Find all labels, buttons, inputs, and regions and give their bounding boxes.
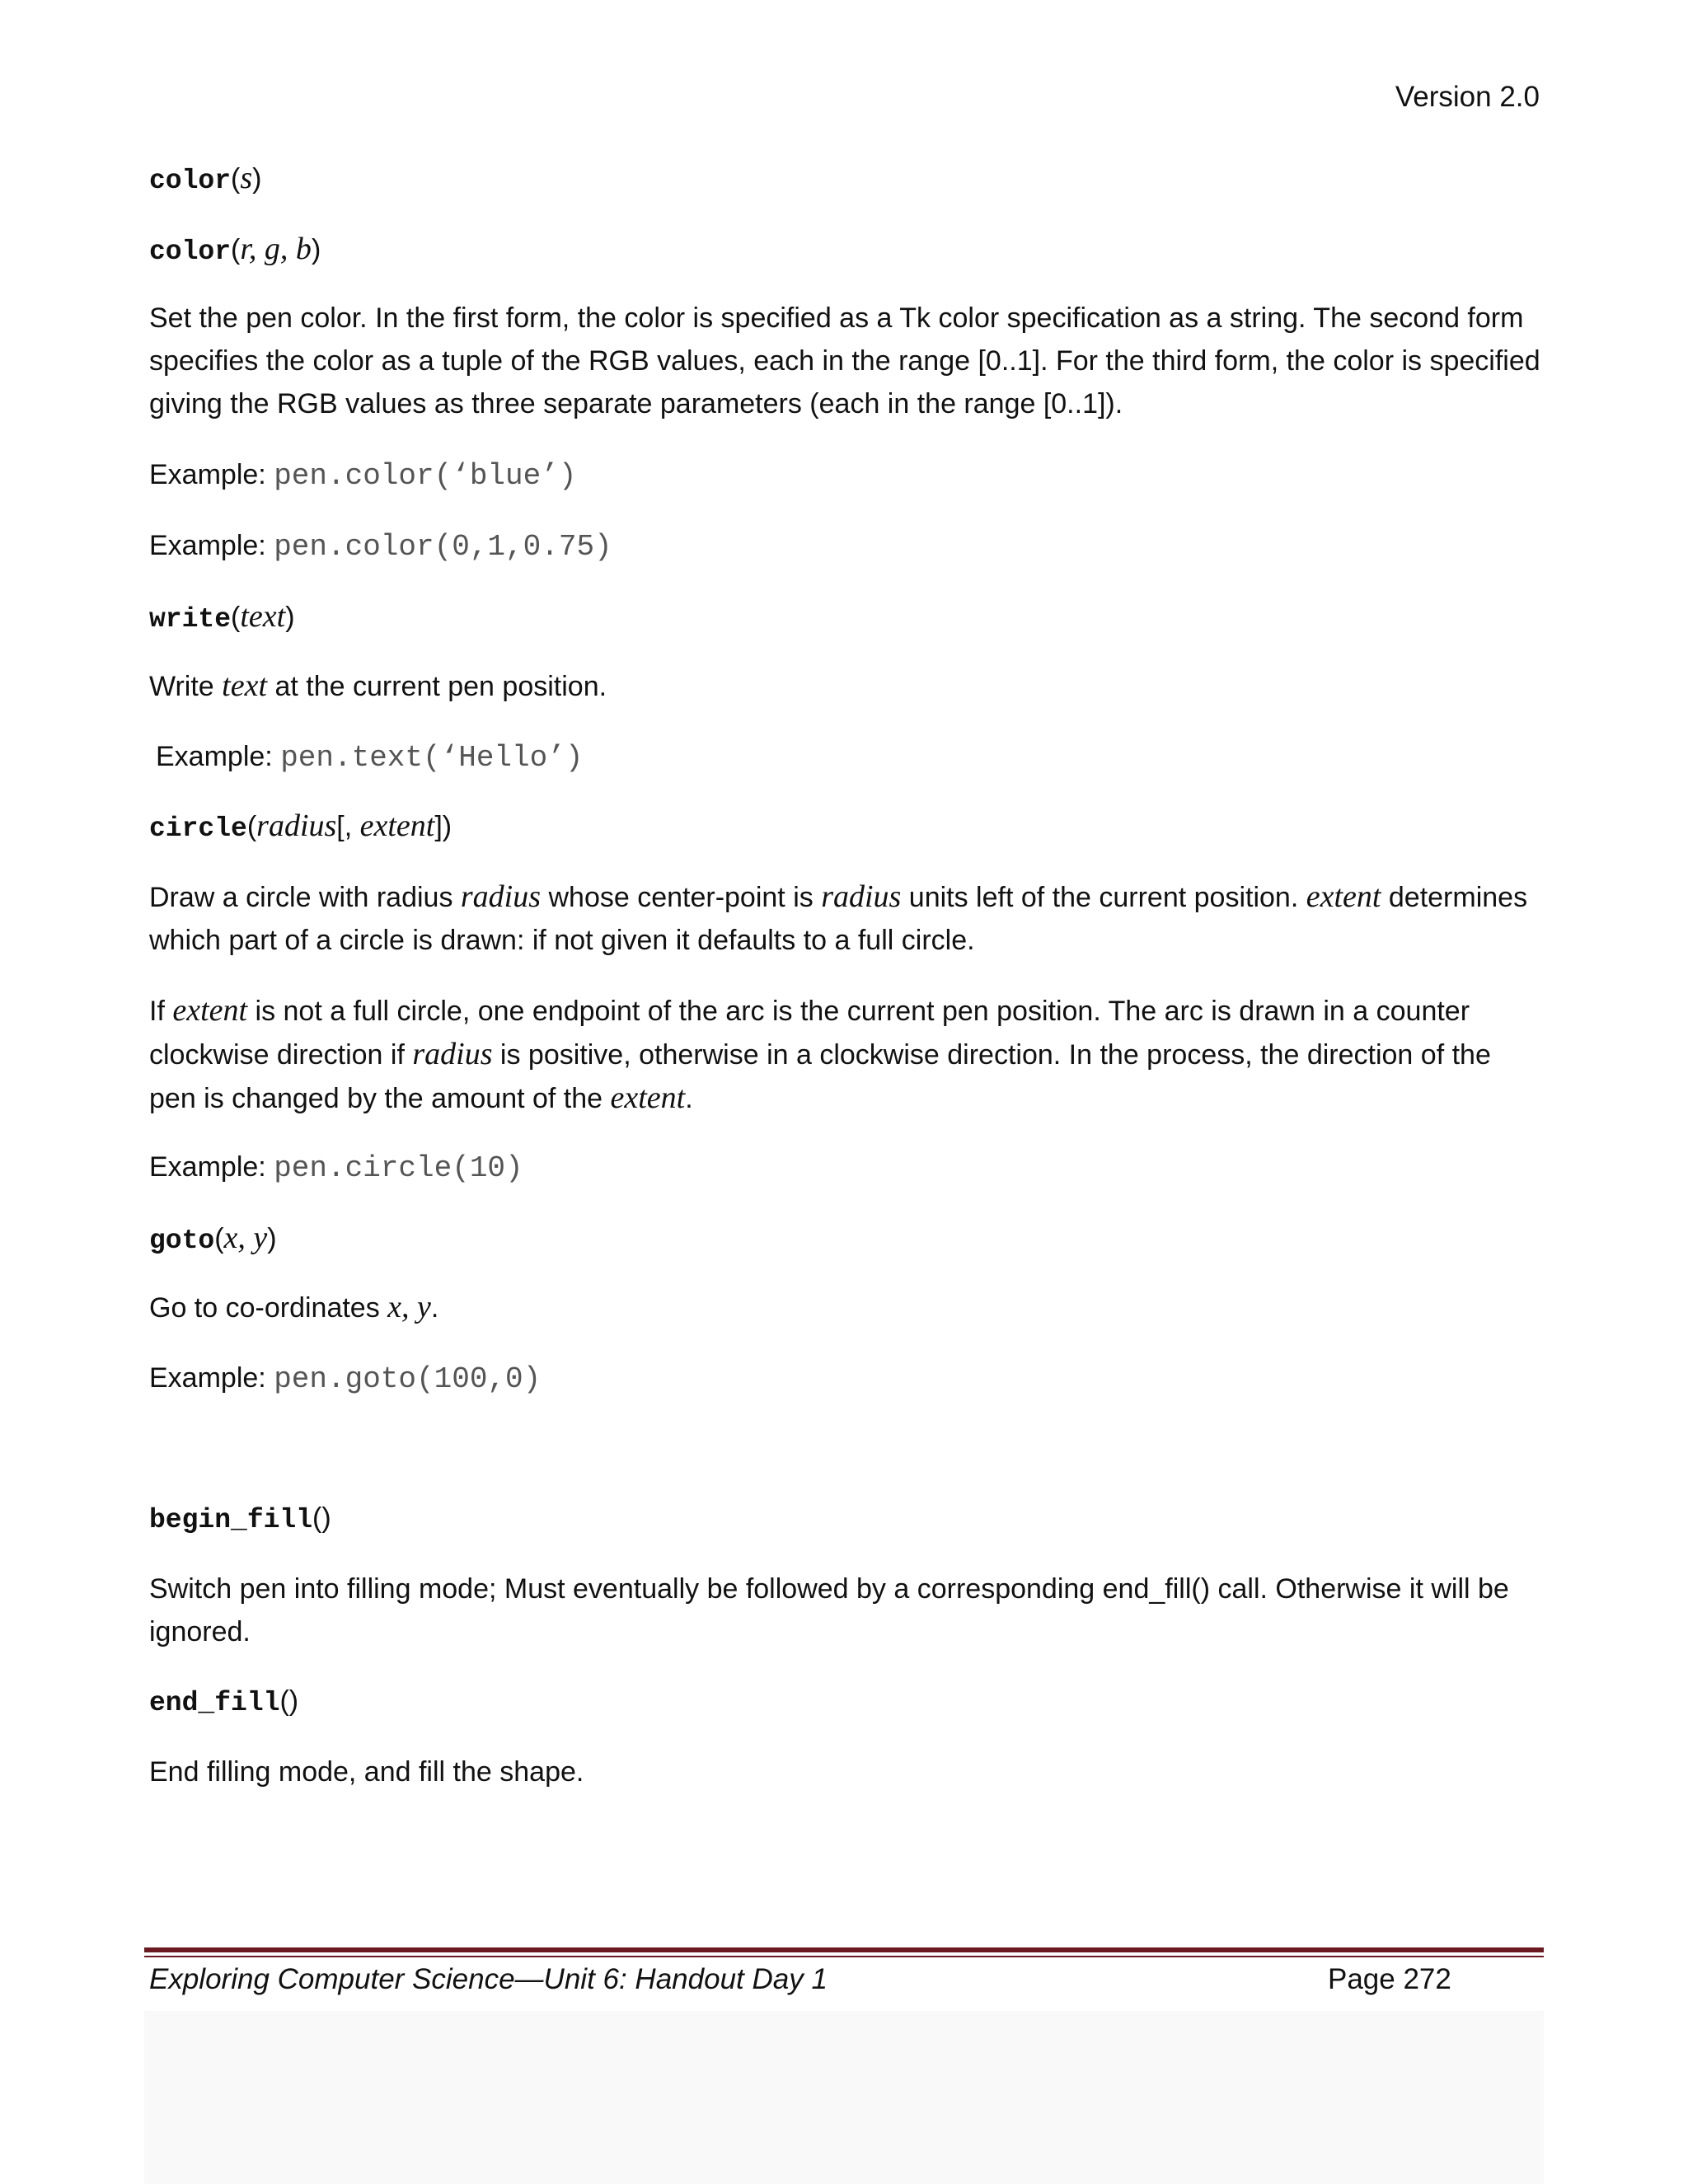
paren: ) <box>311 234 321 265</box>
paren: ]) <box>434 811 452 842</box>
argument: s <box>240 161 253 195</box>
color-description: Set the pen color. In the first form, the color is specified as a Tk color specification as a string. The second form specifies the color as a tuple of the RGB values, each in the range [0..1]. For the third form, the color is specified giving the RGB values as three separate parameters (each in the range [0..1]). <box>149 302 1540 419</box>
function-name: end_fill <box>149 1688 280 1718</box>
argument: radius <box>460 879 542 914</box>
text: whose center-point is <box>541 882 822 913</box>
text: . <box>430 1292 439 1324</box>
signature-color-rgb <box>149 227 1542 274</box>
example-label: Example: <box>149 1362 274 1394</box>
signature-begin-fill <box>149 1497 1542 1542</box>
text: units left of the current position. <box>901 882 1306 913</box>
bracket: [, <box>336 811 360 842</box>
begin-fill-description: Switch pen into filling mode; Must eventually be followed by a corresponding end_fill() call. Otherwise it will be ignored. <box>149 1573 1509 1647</box>
color-example-2 <box>149 524 1542 569</box>
text: determines which part of a circle is drawn: if not given it defaults to a full circle. <box>149 882 1528 956</box>
code-sample: pen.circle(10) <box>274 1151 523 1185</box>
page-number: Page 272 <box>1328 1963 1451 1995</box>
argument: extent <box>610 1080 686 1115</box>
signature-circle <box>149 804 1542 851</box>
argument: r, g, b <box>240 232 312 266</box>
paren: ( <box>231 602 241 633</box>
paren: () <box>279 1685 299 1717</box>
function-name: circle <box>149 813 247 844</box>
code-sample: pen.text(‘Hello’) <box>280 741 584 775</box>
paren: ) <box>285 602 295 633</box>
example-label: Example: <box>156 741 281 772</box>
end-fill-description: End filling mode, and fill the shape. <box>149 1756 584 1788</box>
function-name: color <box>149 166 232 196</box>
example-label: Example: <box>149 530 274 561</box>
text: is positive, otherwise in a clockwise direction. In the process, the direction of the pen is changed by the amount of the <box>149 1039 1491 1114</box>
page-bottom-band <box>144 2011 1544 2184</box>
example-label: Example: <box>149 459 274 490</box>
text: is not a full circle, one endpoint of the arc is the current pen position. The arc is drawn in a counter clockwise direction if <box>149 996 1470 1071</box>
footer-rule <box>144 1947 1544 1952</box>
text: . <box>685 1083 693 1114</box>
example-label: Example: <box>149 1151 274 1183</box>
paren: () <box>312 1502 331 1534</box>
circle-example <box>149 1146 1542 1190</box>
paren: ) <box>267 1223 277 1254</box>
code-sample: pen.color(‘blue’) <box>274 459 577 493</box>
circle-description-1 <box>149 875 1542 962</box>
footer-rule-thin <box>144 1956 1544 1957</box>
paren: ( <box>231 163 241 194</box>
goto-description <box>149 1286 1542 1329</box>
footer-title: Exploring Computer Science—Unit 6: Handout Day 1 <box>149 1963 828 1995</box>
text: Go to co-ordinates <box>149 1292 388 1324</box>
text: Draw a circle with radius <box>149 882 461 913</box>
argument: radius <box>412 1037 493 1071</box>
write-description <box>149 664 1542 708</box>
color-example-1 <box>149 453 1542 498</box>
argument: radius <box>256 808 337 843</box>
text: If <box>149 996 173 1027</box>
goto-example <box>149 1357 1542 1401</box>
signature-write <box>149 595 1542 641</box>
paren: ( <box>214 1223 224 1254</box>
version-label: Version 2.0 <box>1395 81 1540 113</box>
function-name: write <box>149 604 232 635</box>
text: Write <box>149 671 223 702</box>
paren: ) <box>252 163 262 194</box>
function-name: color <box>149 237 232 267</box>
function-name: goto <box>149 1226 215 1256</box>
argument: extent <box>172 993 248 1028</box>
argument: text <box>240 599 286 634</box>
paren: ( <box>231 234 241 265</box>
argument: x, y <box>223 1221 268 1255</box>
circle-description-2 <box>149 989 1542 1120</box>
function-name: begin_fill <box>149 1505 313 1535</box>
text: at the current pen position. <box>267 671 607 702</box>
signature-goto <box>149 1216 1542 1263</box>
signature-color-string <box>149 157 1542 203</box>
argument: x, y <box>387 1290 431 1324</box>
argument: radius <box>821 879 902 914</box>
code-sample: pen.goto(100,0) <box>274 1362 542 1396</box>
argument: extent <box>1306 879 1381 914</box>
argument: extent <box>359 808 435 843</box>
signature-end-fill <box>149 1680 1542 1725</box>
argument: text <box>222 668 268 703</box>
paren: ( <box>246 811 257 842</box>
write-example <box>156 735 1549 780</box>
code-sample: pen.color(0,1,0.75) <box>274 530 612 564</box>
